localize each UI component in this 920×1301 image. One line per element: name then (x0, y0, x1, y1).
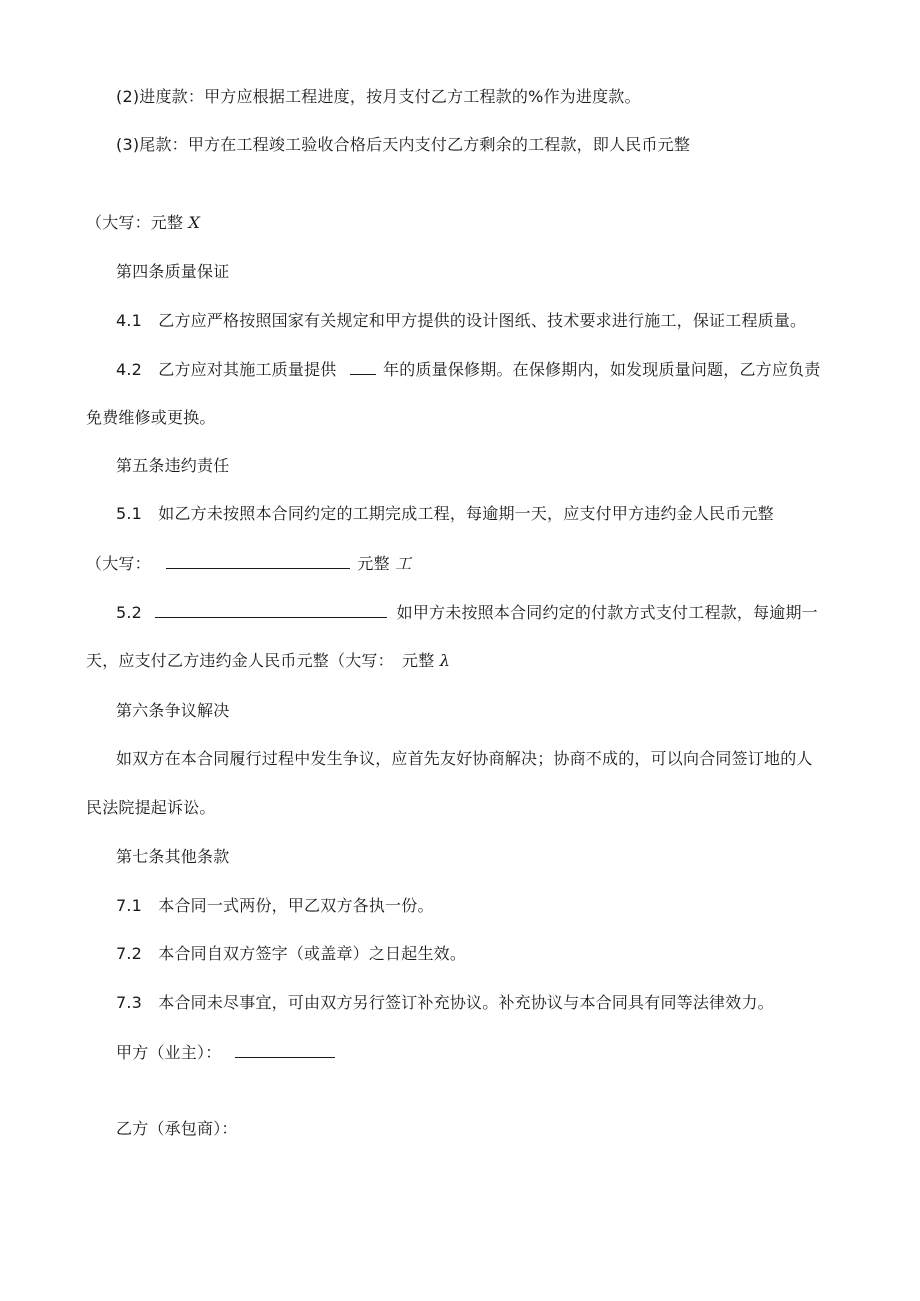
clause-5-1-capital-suffix: 元整 (357, 554, 390, 573)
stray-mark: λ (439, 651, 451, 670)
warranty-years-blank (350, 358, 376, 375)
clause-5-2-text: 如甲方未按照本合同约定的付款方式支付工程款，每逾期一 (396, 603, 818, 622)
final-payment-clause: (3)尾款：甲方在工程竣工验收合格后天内支付乙方剩余的工程款，即人民币元整 (116, 135, 691, 154)
clause-5-2-number: 5.2 (116, 603, 143, 622)
clause-7-2: 7.2 本合同自双方签字（或盖章）之日起生效。 (116, 944, 467, 963)
article-7-title: 第七条其他条款 (116, 847, 230, 866)
party-a-signature-blank (235, 1041, 335, 1058)
clause-4-1: 4.1 乙方应严格按照国家有关规定和甲方提供的设计图纸、技术要求进行施工，保证工程质量。 (116, 311, 807, 330)
clause-4-2-continued: 免费维修或更换。 (86, 408, 216, 427)
party-a-label: 甲方（业主）： (116, 1043, 222, 1062)
penalty-amount-blank (166, 552, 350, 569)
clause-5-1-capital-prefix: （大写： (86, 554, 151, 573)
article-5-title: 第五条违约责任 (116, 456, 230, 475)
clause-5-1: 5.1 如乙方未按照本合同约定的工期完成工程，每逾期一天，应支付甲方违约金人民币元整 (116, 504, 774, 523)
final-payment-capital-text: （大写：元整 (86, 213, 184, 232)
article-4-title: 第四条质量保证 (116, 262, 230, 281)
final-payment-capital-amount (86, 212, 200, 234)
stray-mark: X (188, 213, 201, 232)
clause-4-2-text-b: 年的质量保修期。在保修期内，如发现质量问题，乙方应负责 (383, 360, 821, 379)
clause-4-2-text-a: 4.2 乙方应对其施工质量提供 (116, 360, 337, 379)
stray-mark: 工 (395, 554, 412, 573)
article-6-title: 第六条争议解决 (116, 701, 230, 720)
clause-5-2-continued-text: 天，应支付乙方违约金人民币元整（大写： 元整 (86, 651, 435, 670)
party-b-label: 乙方（承包商）： (116, 1119, 238, 1138)
article-6-body: 如双方在本合同履行过程中发生争议，应首先友好协商解决；协商不成的，可以向合同签订地的人 (116, 749, 813, 768)
progress-payment-clause: (2)进度款：甲方应根据工程进度，按月支付乙方工程款的%作为进度款。 (116, 87, 641, 106)
party-a-signature (116, 1041, 335, 1064)
clause-5-2-blank (155, 601, 387, 618)
clause-4-2 (116, 358, 820, 381)
clause-5-1-capital-amount (86, 552, 411, 575)
clause-5-2-continued (86, 650, 450, 672)
clause-5-2 (116, 601, 818, 624)
article-6-body-continued: 民法院提起诉讼。 (86, 798, 216, 817)
clause-7-1: 7.1 本合同一式两份，甲乙双方各执一份。 (116, 896, 434, 915)
clause-7-3: 7.3 本合同未尽事宜，可由双方另行签订补充协议。补充协议与本合同具有同等法律效力。 (116, 993, 774, 1012)
